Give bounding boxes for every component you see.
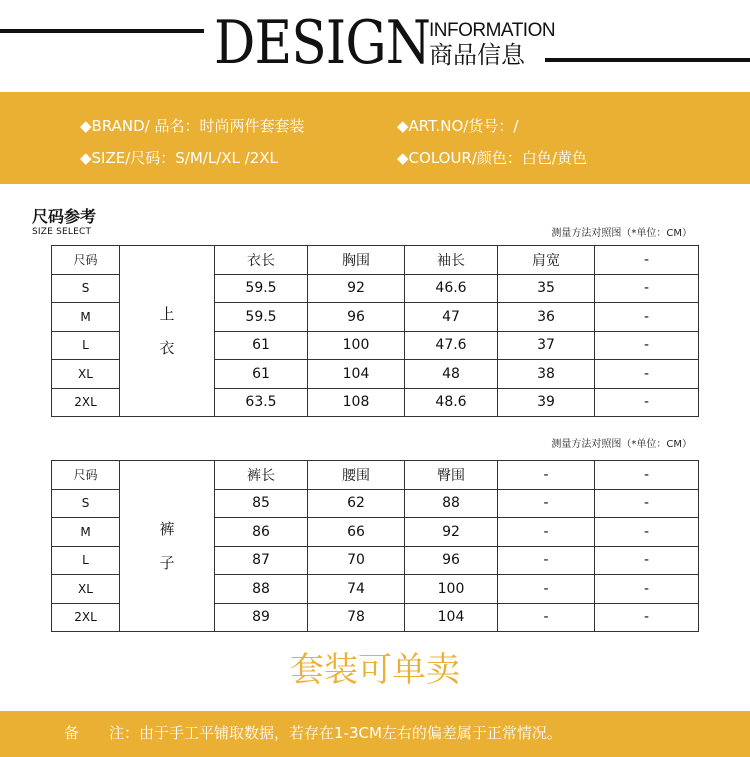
value-cell: 38 — [498, 360, 595, 389]
size-cell: XL — [52, 575, 120, 604]
value-cell: - — [595, 331, 699, 360]
header-cell: 胸围 — [308, 246, 405, 275]
header-cell: - — [498, 461, 595, 490]
header-cell: 腰围 — [308, 461, 405, 490]
value-cell: - — [595, 546, 699, 575]
value-cell: - — [595, 603, 699, 632]
value-cell: 104 — [308, 360, 405, 389]
value-cell: 59.5 — [215, 274, 308, 303]
header-rule-right — [545, 58, 750, 62]
section-char: 裤 — [159, 520, 175, 538]
size-cell: S — [52, 489, 120, 518]
artno-line: ◆ART.NO/货号：/ — [397, 117, 519, 135]
section-char: 衣 — [159, 339, 175, 357]
value-cell: 92 — [405, 518, 498, 547]
header-cell: 裤长 — [215, 461, 308, 490]
value-cell: 87 — [215, 546, 308, 575]
value-cell: 47 — [405, 303, 498, 332]
value-cell: - — [498, 603, 595, 632]
size-cell: L — [52, 331, 120, 360]
section-char: 上 — [159, 305, 175, 323]
value-cell: - — [595, 303, 699, 332]
value-cell: 78 — [308, 603, 405, 632]
information-label: INFORMATION — [429, 20, 556, 41]
value-cell: - — [595, 489, 699, 518]
corner-cell: 尺码 — [52, 461, 120, 490]
product-info-label: 商品信息 — [429, 41, 525, 69]
value-cell: 89 — [215, 603, 308, 632]
bottom-size-table — [51, 460, 699, 632]
value-cell: 47.6 — [405, 331, 498, 360]
table-header-row — [52, 246, 699, 275]
size-reference-title: 尺码参考 — [32, 207, 97, 226]
value-cell: 100 — [405, 575, 498, 604]
value-cell: - — [595, 575, 699, 604]
value-cell: - — [595, 274, 699, 303]
value-cell: 104 — [405, 603, 498, 632]
product-info-band — [0, 92, 750, 184]
value-cell: 85 — [215, 489, 308, 518]
value-cell: - — [498, 575, 595, 604]
value-cell: 48.6 — [405, 388, 498, 417]
value-cell: - — [498, 489, 595, 518]
value-cell: 100 — [308, 331, 405, 360]
size-cell: M — [52, 518, 120, 547]
value-cell: 39 — [498, 388, 595, 417]
section-cell-bottom — [120, 461, 215, 632]
size-select-subtitle: SIZE SELECT — [32, 227, 92, 237]
header — [0, 0, 750, 90]
value-cell: 61 — [215, 331, 308, 360]
value-cell: 88 — [405, 489, 498, 518]
size-cell: M — [52, 303, 120, 332]
brand-line: ◆BRAND/ 品名：时尚两件套套装 — [80, 117, 305, 135]
value-cell: 74 — [308, 575, 405, 604]
single-sale-banner: 套装可单卖 — [290, 650, 460, 690]
header-cell: - — [595, 246, 699, 275]
value-cell: 63.5 — [215, 388, 308, 417]
header-rule-left — [0, 29, 204, 33]
bottom-table-note: 测量方法对照图（*单位：CM） — [551, 439, 692, 450]
value-cell: 70 — [308, 546, 405, 575]
footer-remark: 备 注：由于手工平铺取数据，若存在1-3CM左右的偏差属于正常情况。 — [64, 724, 562, 742]
size-line: ◆SIZE/尺码：S/M/L/XL /2XL — [80, 149, 278, 167]
value-cell: 48 — [405, 360, 498, 389]
value-cell: - — [498, 518, 595, 547]
value-cell: 86 — [215, 518, 308, 547]
top-size-table — [51, 245, 699, 417]
size-cell: XL — [52, 360, 120, 389]
header-cell: 袖长 — [405, 246, 498, 275]
value-cell: 96 — [405, 546, 498, 575]
footer-band — [0, 711, 750, 757]
value-cell: - — [595, 360, 699, 389]
header-cell: 衣长 — [215, 246, 308, 275]
value-cell: 108 — [308, 388, 405, 417]
value-cell: 61 — [215, 360, 308, 389]
value-cell: 88 — [215, 575, 308, 604]
section-cell-top — [120, 246, 215, 417]
value-cell: 66 — [308, 518, 405, 547]
table-header-row — [52, 461, 699, 490]
value-cell: - — [498, 546, 595, 575]
value-cell: - — [595, 518, 699, 547]
header-cell: - — [595, 461, 699, 490]
value-cell: 59.5 — [215, 303, 308, 332]
size-cell: 2XL — [52, 603, 120, 632]
size-cell: 2XL — [52, 388, 120, 417]
size-cell: S — [52, 274, 120, 303]
colour-line: ◆COLOUR/颜色：白色/黄色 — [397, 149, 587, 167]
size-cell: L — [52, 546, 120, 575]
value-cell: 96 — [308, 303, 405, 332]
header-cell: 臀围 — [405, 461, 498, 490]
value-cell: 46.6 — [405, 274, 498, 303]
value-cell: - — [595, 388, 699, 417]
section-char: 子 — [159, 554, 175, 572]
value-cell: 35 — [498, 274, 595, 303]
value-cell: 37 — [498, 331, 595, 360]
header-cell: 肩宽 — [498, 246, 595, 275]
value-cell: 92 — [308, 274, 405, 303]
value-cell: 62 — [308, 489, 405, 518]
top-table-note: 测量方法对照图（*单位：CM） — [551, 228, 692, 239]
value-cell: 36 — [498, 303, 595, 332]
corner-cell: 尺码 — [52, 246, 120, 275]
design-heading: DESIGN — [214, 8, 430, 78]
